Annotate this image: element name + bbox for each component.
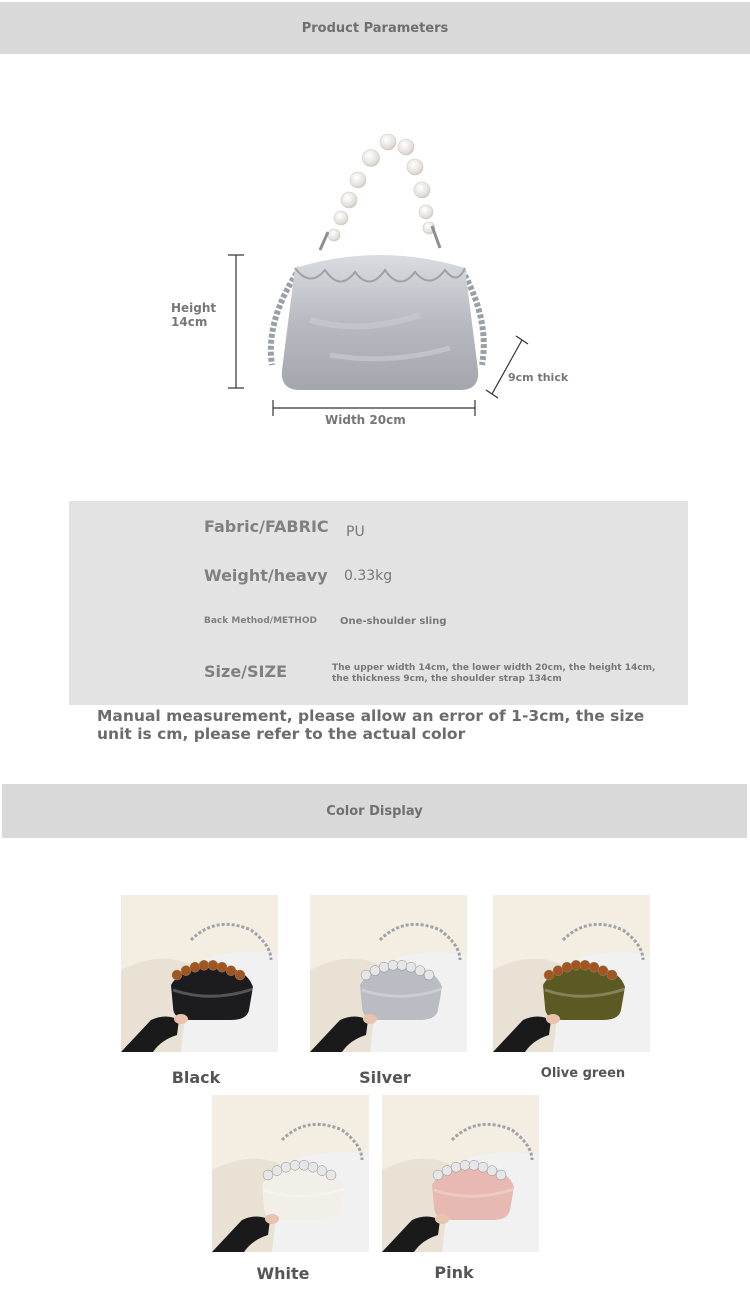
param-value-back-method: One-shoulder sling xyxy=(340,616,447,627)
product-dimension-image xyxy=(160,120,590,450)
parameter-table xyxy=(69,501,688,705)
pearl-handle xyxy=(328,134,435,241)
param-value-weight: 0.33kg xyxy=(344,568,393,584)
param-key-size: Size/SIZE xyxy=(204,662,288,681)
height-label-text: Height xyxy=(171,301,217,315)
color-label-silver: Silver xyxy=(359,1068,411,1087)
color-label-pink: Pink xyxy=(434,1263,474,1282)
color-swatch-pink[interactable] xyxy=(382,1095,539,1252)
color-label-black: Black xyxy=(171,1068,221,1087)
color-swatch-olive-green[interactable] xyxy=(493,895,650,1052)
color-swatch-silver[interactable] xyxy=(310,895,467,1052)
bag-photo-olive-green xyxy=(493,895,650,1052)
height-label-value: 14cm xyxy=(171,315,208,329)
param-key-back-method: Back Method/METHOD xyxy=(204,616,317,626)
param-value-size: The upper width 14cm, the lower width 20cm, the height 14cm, the thickness 9cm, the shoulder strap 134cm xyxy=(332,663,656,684)
width-label: Width 20cm xyxy=(325,413,406,427)
silver-bag-illustration xyxy=(160,120,590,450)
param-key-weight: Weight/heavy xyxy=(204,566,328,585)
measurement-note: Manual measurement, please allow an error of 1-3cm, the size unit is cm, please refer to the actual color xyxy=(97,707,645,743)
param-value-fabric: PU xyxy=(346,524,365,540)
param-key-fabric: Fabric/FABRIC xyxy=(204,517,329,536)
bag-photo-pink xyxy=(382,1095,539,1252)
color-display-banner xyxy=(2,784,747,838)
color-swatch-black[interactable] xyxy=(121,895,278,1052)
banner-title: Color Display xyxy=(326,803,423,819)
thickness-label: 9cm thick xyxy=(508,371,569,384)
bag-photo-white xyxy=(212,1095,369,1252)
height-label xyxy=(171,301,216,329)
bag-photo-black xyxy=(121,895,278,1052)
bag-photo-silver xyxy=(310,895,467,1052)
product-parameters-banner xyxy=(0,2,750,54)
banner-title: Product Parameters xyxy=(301,20,449,36)
color-label-olive-green: Olive green xyxy=(540,1066,626,1081)
color-swatch-white[interactable] xyxy=(212,1095,369,1252)
color-label-white: White xyxy=(256,1264,310,1283)
